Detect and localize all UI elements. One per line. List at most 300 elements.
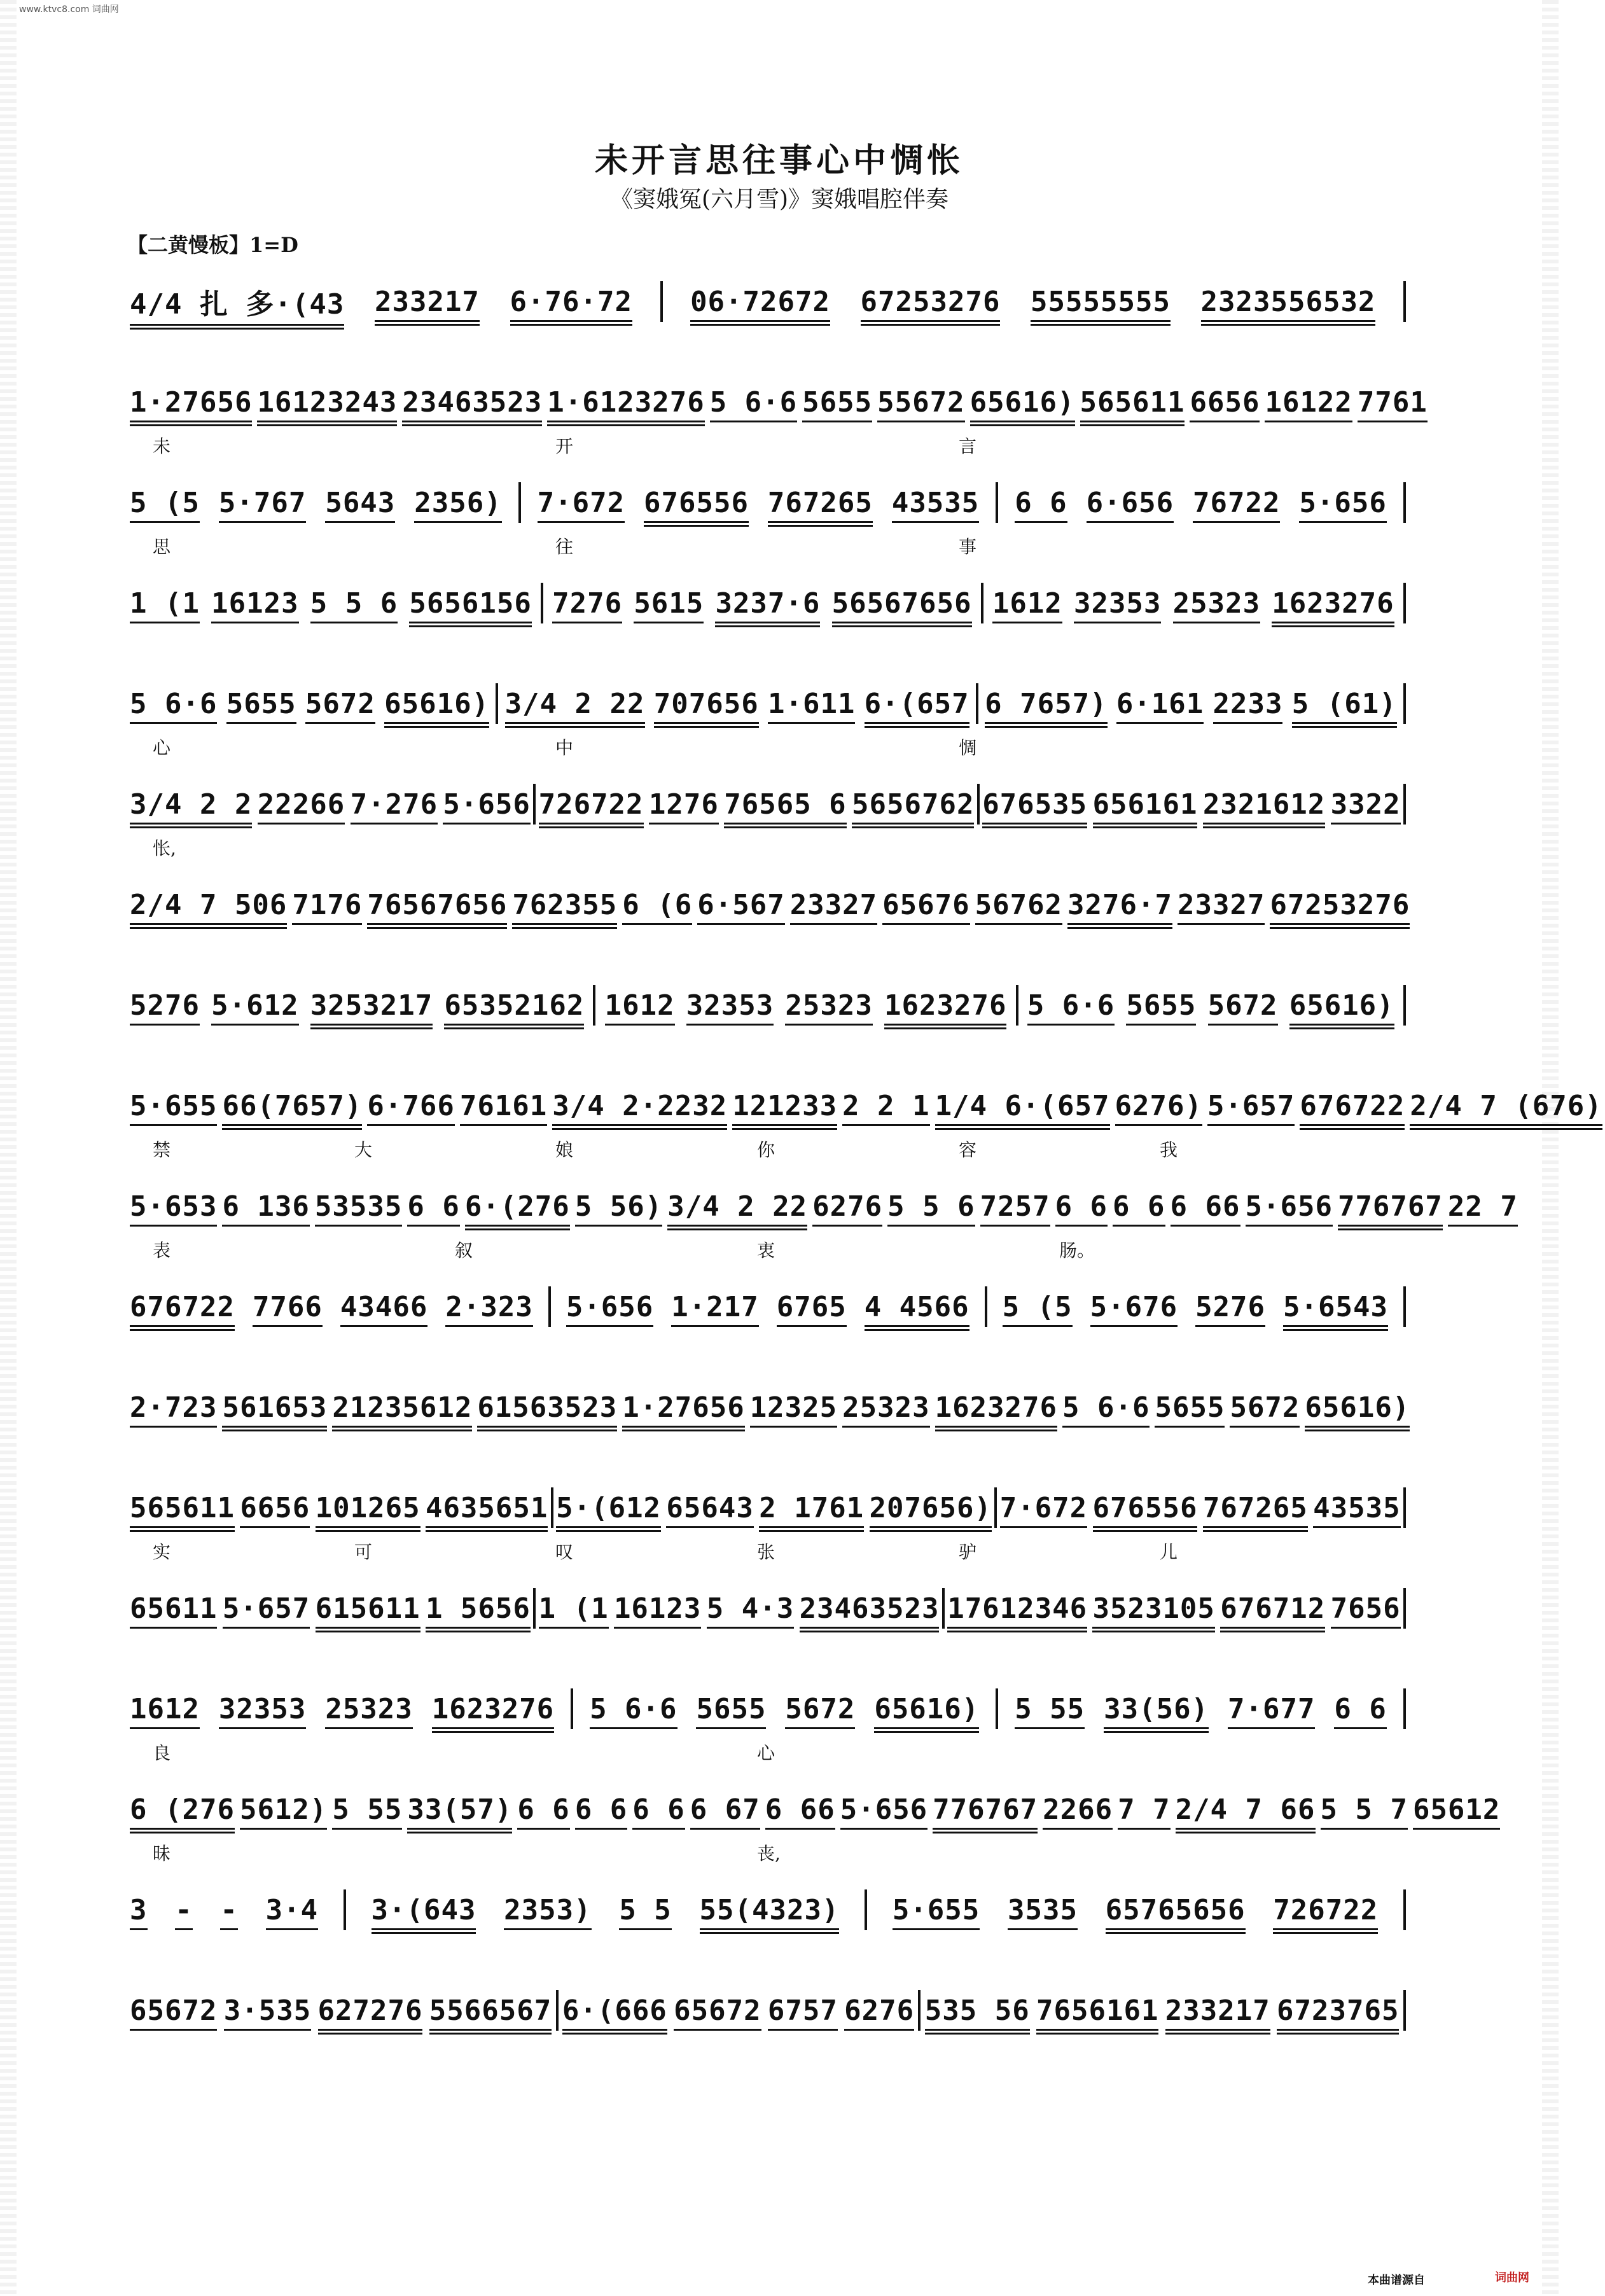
note-group: 5 6·6 <box>127 688 219 720</box>
note-group: 6 (6 <box>620 889 695 921</box>
note-group: 65616) <box>872 1693 982 1725</box>
lyrics-line <box>127 533 1406 559</box>
note-group: 535 56 <box>922 1994 1032 2027</box>
note-group: 5 55 <box>1012 1693 1087 1725</box>
note-group: 5 5 7 <box>1318 1793 1410 1826</box>
note-group: 6757 <box>765 1994 840 2027</box>
note-group: 3·535 <box>221 1994 314 2027</box>
lyric-character: 叙 <box>455 1240 473 1261</box>
bar-line <box>1403 1286 1406 1327</box>
note-group: 3237·6 <box>712 587 823 620</box>
note-group: 3322 <box>1328 788 1403 821</box>
note-group: 3·4 <box>263 1894 321 1926</box>
note-group: 16122 <box>1262 386 1354 419</box>
score-row <box>127 1668 1406 1769</box>
note-group: 2·723 <box>127 1391 219 1424</box>
score-row <box>127 261 1406 361</box>
note-group: 06·72672 <box>688 286 833 318</box>
note-group: 6276 <box>842 1994 917 2027</box>
notation-line <box>127 1083 1602 1129</box>
lyrics-line <box>127 835 1406 860</box>
note-group: 5566567 <box>427 1994 554 2027</box>
note-group: 43535 <box>889 487 982 519</box>
note-group: 6656 <box>237 1492 312 1524</box>
note-group: 3535 <box>1005 1894 1080 1926</box>
note-group: 6 6 <box>1012 487 1069 519</box>
note-group: 2266 <box>1040 1793 1115 1826</box>
note-group: 5·656 <box>440 788 532 821</box>
lyrics-line <box>127 1639 1406 1664</box>
note-group: 676722 <box>1297 1090 1407 1122</box>
note-group: 6276) <box>1113 1090 1205 1122</box>
notation-line <box>127 1284 1406 1330</box>
note-group: 12325 <box>747 1391 840 1424</box>
right-border-pattern <box>1542 0 1559 2296</box>
lyric-character: 言 <box>959 436 977 457</box>
note-group: 1/4 6·(657 <box>933 1090 1113 1122</box>
note-group: 6·161 <box>1114 688 1206 720</box>
note-group: 3/4 2·2232 <box>550 1090 730 1122</box>
score-body <box>127 261 1602 2070</box>
lyric-character: 惆 <box>959 737 977 758</box>
note-group: 5655 <box>1152 1391 1227 1424</box>
notation-line <box>127 279 1406 324</box>
note-group: 65612 <box>1410 1793 1503 1826</box>
notation-line <box>127 480 1406 525</box>
notation-line <box>127 1585 1406 1631</box>
note-group: 6 6 <box>405 1190 462 1223</box>
note-group: 6·76·72 <box>508 286 635 318</box>
note-group: 25323 <box>323 1693 415 1725</box>
footer-source: 本曲谱源自 <box>1368 2274 1425 2287</box>
site-url: www.ktvc8.com 词曲网 <box>19 4 119 15</box>
lyrics-line <box>127 1136 1406 1162</box>
notation-line <box>127 379 1428 425</box>
note-group: 7·672 <box>997 1492 1090 1524</box>
note-group: 2 1761 <box>756 1492 866 1524</box>
note-group: 65616) <box>1302 1391 1412 1424</box>
note-group: 32353 <box>216 1693 309 1725</box>
note-group: 65611 <box>127 1592 219 1625</box>
note-group: 25323 <box>840 1391 932 1424</box>
score-row <box>127 1869 1406 1970</box>
note-group: 5276 <box>127 989 202 1022</box>
note-group: 5·655 <box>890 1894 982 1926</box>
bar-line <box>1403 1990 1406 2031</box>
note-group: 32353 <box>1071 587 1164 620</box>
note-group: 16123243 <box>254 386 400 419</box>
note-group: 707656 <box>651 688 761 720</box>
note-group: 3·(643 <box>369 1894 479 1926</box>
note-group: 25323 <box>1171 587 1263 620</box>
score-row <box>127 1266 1406 1367</box>
note-group: 5·657 <box>220 1592 312 1625</box>
note-group: 3/4 2 22 <box>503 688 648 720</box>
lyric-character: 驴 <box>959 1541 977 1562</box>
lyrics-line <box>127 935 1406 961</box>
lyric-character: 儿 <box>1160 1541 1178 1562</box>
note-group: 5276 <box>1193 1291 1268 1323</box>
note-group: 1 (1 <box>127 587 202 620</box>
note-group: 5655 <box>224 688 299 720</box>
note-group: 6 6 <box>630 1793 687 1826</box>
notation-line <box>127 1887 1406 1933</box>
note-group: 656161 <box>1090 788 1200 821</box>
note-group: 5656762 <box>849 788 976 821</box>
note-group: 6765 <box>774 1291 849 1323</box>
note-group: 76567656 <box>365 889 510 921</box>
bar-line <box>548 1286 551 1327</box>
bar-line <box>976 683 978 724</box>
note-group: 65765656 <box>1103 1894 1248 1926</box>
lyric-character: 怅, <box>153 838 176 859</box>
note-group: 7276 <box>550 587 625 620</box>
note-group: 1623276 <box>933 1391 1060 1424</box>
bar-line <box>1403 1688 1406 1729</box>
note-group: 76722 <box>1190 487 1282 519</box>
note-group: 3253217 <box>308 989 435 1022</box>
bar-line <box>496 683 498 724</box>
note-group: - <box>218 1894 240 1926</box>
note-group: 5 6·6 <box>1025 989 1117 1022</box>
note-group: 5643 <box>323 487 398 519</box>
note-group: 6276 <box>810 1190 885 1223</box>
note-group: 2321612 <box>1200 788 1328 821</box>
note-group: 5·767 <box>216 487 309 519</box>
note-group: 1·6123276 <box>545 386 707 419</box>
note-group: 5 55 <box>330 1793 405 1826</box>
bar-line <box>1403 985 1406 1026</box>
note-group: 7257 <box>978 1190 1053 1223</box>
note-group: 6 6 <box>573 1793 630 1826</box>
note-group: 22 7 <box>1445 1190 1520 1223</box>
bar-line <box>918 1990 921 2031</box>
note-group: 5·656 <box>838 1793 930 1826</box>
note-group: 2233 <box>1211 688 1286 720</box>
note-group: 65616) <box>968 386 1078 419</box>
note-group: 2353) <box>501 1894 594 1926</box>
note-group: 5·676 <box>1088 1291 1180 1323</box>
note-group: 56567656 <box>830 587 975 620</box>
lyrics-line <box>127 1739 1406 1765</box>
note-group: 61563523 <box>475 1391 620 1424</box>
note-group: 5 5 <box>616 1894 674 1926</box>
score-row <box>127 864 1410 964</box>
note-group: 726722 <box>1270 1894 1380 1926</box>
note-group: 6·(666 <box>560 1994 670 2027</box>
note-group: 7176 <box>289 889 365 921</box>
note-group: 5·656 <box>564 1291 656 1323</box>
note-group: 65643 <box>664 1492 756 1524</box>
bar-line <box>1403 683 1406 724</box>
note-group: 5672 <box>782 1693 858 1725</box>
note-group: 1623276 <box>1269 587 1396 620</box>
note-group: 5 (5 <box>1000 1291 1075 1323</box>
note-group: 32353 <box>684 989 776 1022</box>
note-group: 55555555 <box>1028 286 1173 318</box>
lyric-character: 我 <box>1160 1139 1178 1160</box>
notation-line <box>127 982 1406 1028</box>
lyric-character: 娘 <box>555 1139 574 1160</box>
note-group: 3/4 2 22 <box>665 1190 810 1223</box>
note-group: 676556 <box>1090 1492 1200 1524</box>
note-group: 76565 6 <box>721 788 849 821</box>
notation-line <box>127 882 1410 928</box>
note-group: 767265 <box>765 487 875 519</box>
score-row <box>127 361 1428 462</box>
note-group: 23327 <box>788 889 880 921</box>
lyric-character: 未 <box>153 436 171 457</box>
note-group: 5·6543 <box>1281 1291 1391 1323</box>
note-group: 101265 <box>313 1492 423 1524</box>
lyric-character: 良 <box>153 1743 171 1764</box>
note-group: 207656) <box>867 1492 994 1524</box>
lyric-character: 心 <box>153 737 171 758</box>
note-group: 565611 <box>127 1492 237 1524</box>
bar-line <box>865 1889 867 1930</box>
note-group: 1·27656 <box>127 386 254 419</box>
note-group: 776767 <box>930 1793 1040 1826</box>
note-group: 7 7 <box>1115 1793 1172 1826</box>
score-row <box>127 1467 1406 1568</box>
note-group: 2/4 7 66 <box>1173 1793 1318 1826</box>
bar-line <box>571 1688 573 1729</box>
note-group: 7656161 <box>1034 1994 1161 2027</box>
lyrics-line <box>127 1237 1406 1262</box>
note-group: 615611 <box>313 1592 423 1625</box>
score-row <box>127 1769 1501 1869</box>
lyrics-line <box>127 1940 1406 1966</box>
bar-line <box>1016 985 1018 1026</box>
score-row <box>127 1568 1406 1668</box>
lyric-character: 往 <box>555 536 574 557</box>
note-group: 7·276 <box>348 788 440 821</box>
note-group: 5 5 6 <box>308 587 400 620</box>
note-group: 5·655 <box>127 1090 219 1122</box>
note-group: 4/4 扎 多·(43 <box>127 281 347 322</box>
lyrics-line <box>127 433 1406 458</box>
lyric-character: 肠。 <box>1059 1240 1095 1261</box>
note-group: 6 7657) <box>982 688 1109 720</box>
bar-line <box>518 482 521 523</box>
bar-line <box>556 1990 559 2031</box>
lyric-character: 叹 <box>555 1541 574 1562</box>
lyric-character: 大 <box>354 1139 373 1160</box>
notation-line <box>127 681 1406 727</box>
lyric-character: 衷 <box>757 1240 775 1261</box>
note-group: 6656 <box>1187 386 1262 419</box>
score-row <box>127 663 1406 763</box>
note-group: 676722 <box>127 1291 237 1323</box>
notation-line <box>127 781 1406 827</box>
bar-line <box>1403 1889 1406 1930</box>
note-group: 56762 <box>973 889 1065 921</box>
lyric-character: 可 <box>354 1541 373 1562</box>
lyrics-line <box>127 634 1406 659</box>
note-group: 5615 <box>631 587 706 620</box>
note-group: 6 136 <box>219 1190 312 1223</box>
note-group: 5655 <box>693 1693 768 1725</box>
note-group: 21235612 <box>330 1391 475 1424</box>
note-group: 4 4566 <box>862 1291 972 1323</box>
bar-line <box>996 1688 998 1729</box>
note-group: 16123 <box>209 587 301 620</box>
note-group: 121233 <box>730 1090 840 1122</box>
lyric-character: 你 <box>757 1139 775 1160</box>
note-group: 1623276 <box>429 1693 557 1725</box>
note-group: 5 6·6 <box>1060 1391 1152 1424</box>
bar-line <box>996 482 998 523</box>
note-group: 6 (276 <box>127 1793 237 1826</box>
note-group: 16123 <box>611 1592 704 1625</box>
note-group: 5 4·3 <box>704 1592 796 1625</box>
note-group: 5656156 <box>406 587 534 620</box>
bar-line <box>344 1889 346 1930</box>
note-group: 65672 <box>671 1994 763 2027</box>
note-group: 1·27656 <box>620 1391 747 1424</box>
bar-line <box>985 1286 987 1327</box>
note-group: - <box>172 1894 195 1926</box>
lyrics-line <box>127 734 1406 760</box>
note-group: 6·766 <box>365 1090 457 1122</box>
lyric-character: 禁 <box>153 1139 171 1160</box>
bar-line <box>981 583 983 623</box>
score-row <box>127 462 1406 562</box>
note-group: 2/4 7 506 <box>127 889 289 921</box>
note-group: 6·567 <box>695 889 787 921</box>
note-group: 66(7657) <box>219 1090 365 1122</box>
note-group: 5·612 <box>209 989 301 1022</box>
note-group: 33(56) <box>1101 1693 1211 1725</box>
note-group: 3 <box>127 1894 150 1926</box>
note-group: 25323 <box>782 989 875 1022</box>
note-group: 6·(657 <box>862 688 972 720</box>
note-group: 5672 <box>1205 989 1281 1022</box>
note-group: 5 6·6 <box>587 1693 679 1725</box>
bar-line <box>593 985 595 1026</box>
note-group: 65676 <box>880 889 972 921</box>
lyrics-line <box>127 1337 1406 1363</box>
lyric-character: 张 <box>757 1541 775 1562</box>
notation-line <box>127 1384 1410 1430</box>
note-group: 2/4 7 (676) <box>1407 1090 1604 1122</box>
score-row <box>127 562 1406 663</box>
bar-line <box>1403 1487 1406 1528</box>
note-group: 2323556532 <box>1199 286 1379 318</box>
notation-line <box>127 1485 1406 1531</box>
lyrics-line <box>127 2041 1406 2066</box>
note-group: 5·656 <box>1243 1190 1335 1223</box>
note-group: 776767 <box>1335 1190 1445 1223</box>
note-group: 7656 <box>1328 1592 1403 1625</box>
note-group: 33(57) <box>405 1793 515 1826</box>
note-group: 5672 <box>303 688 378 720</box>
note-group: 5·656 <box>1296 487 1389 519</box>
note-group: 65352162 <box>441 989 587 1022</box>
notation-line <box>127 1686 1406 1732</box>
note-group: 67253276 <box>858 286 1003 318</box>
note-group: 6 67 <box>688 1793 763 1826</box>
note-group: 6·656 <box>1084 487 1176 519</box>
note-group: 5655 <box>1123 989 1199 1022</box>
note-group: 3276·7 <box>1065 889 1175 921</box>
note-group: 5 (61) <box>1289 688 1400 720</box>
note-group: 23327 <box>1175 889 1267 921</box>
lyrics-line <box>127 1438 1406 1463</box>
bar-line <box>1403 1588 1406 1629</box>
note-group: 2356) <box>412 487 504 519</box>
bar-line <box>1403 482 1406 523</box>
note-group: 5·(612 <box>553 1492 664 1524</box>
bar-line <box>1403 281 1406 322</box>
score-row <box>127 964 1406 1065</box>
note-group: 1612 <box>127 1693 202 1725</box>
lyrics-line <box>127 332 1406 358</box>
lyric-character: 开 <box>555 436 574 457</box>
bar-line <box>660 281 663 322</box>
note-group: 43466 <box>338 1291 430 1323</box>
note-group: 55672 <box>875 386 967 419</box>
note-group: 3/4 2 2 <box>127 788 254 821</box>
notation-line <box>127 1786 1501 1832</box>
note-group: 67253276 <box>1267 889 1412 921</box>
note-group: 1 (1 <box>536 1592 611 1625</box>
note-group: 22266 <box>255 788 347 821</box>
note-group: 233217 <box>372 286 482 318</box>
note-group: 5 (5 <box>127 487 202 519</box>
note-group: 53535 <box>312 1190 405 1223</box>
note-group: 627276 <box>316 1994 426 2027</box>
score-row <box>127 1367 1410 1467</box>
note-group: 65672 <box>127 1994 219 2027</box>
note-group: 676712 <box>1218 1592 1328 1625</box>
bar-line <box>541 583 543 623</box>
note-group: 6 6 <box>1110 1190 1167 1223</box>
note-group: 23463523 <box>400 386 545 419</box>
note-group: 23463523 <box>797 1592 942 1625</box>
lyrics-line <box>127 1036 1406 1061</box>
score-row <box>127 1970 1406 2070</box>
note-group: 55(4323) <box>697 1894 842 1926</box>
note-group: 5655 <box>800 386 875 419</box>
lyric-character: 心 <box>757 1743 775 1764</box>
note-group: 6 6 <box>515 1793 572 1826</box>
left-border-pattern <box>0 0 17 2296</box>
score-title: 未开言思往事心中惆怅 <box>594 141 964 180</box>
notation-line <box>127 580 1406 626</box>
bar-line <box>1403 583 1406 623</box>
score-subtitle: 《窦娥冤(六月雪)》窦娥唱腔伴奏 <box>609 186 949 212</box>
note-group: 767265 <box>1200 1492 1310 1524</box>
footer-logo: 词曲网 <box>1495 2271 1529 2285</box>
note-group: 6 66 <box>1168 1190 1243 1223</box>
note-group: 5672 <box>1227 1391 1302 1424</box>
note-group: 5 56) <box>573 1190 665 1223</box>
bar-line <box>1403 784 1406 824</box>
note-group: 1 5656 <box>423 1592 533 1625</box>
note-group: 4635651 <box>423 1492 550 1524</box>
note-group: 5·657 <box>1205 1090 1297 1122</box>
score-row <box>127 1165 1518 1266</box>
score-row <box>127 763 1406 864</box>
note-group: 2 2 1 <box>840 1090 932 1122</box>
note-group: 3523105 <box>1090 1592 1217 1625</box>
note-group: 1·217 <box>669 1291 761 1323</box>
note-group: 1612 <box>990 587 1065 620</box>
note-group: 76161 <box>457 1090 550 1122</box>
lyric-character: 事 <box>959 536 977 557</box>
note-group: 7766 <box>250 1291 325 1323</box>
